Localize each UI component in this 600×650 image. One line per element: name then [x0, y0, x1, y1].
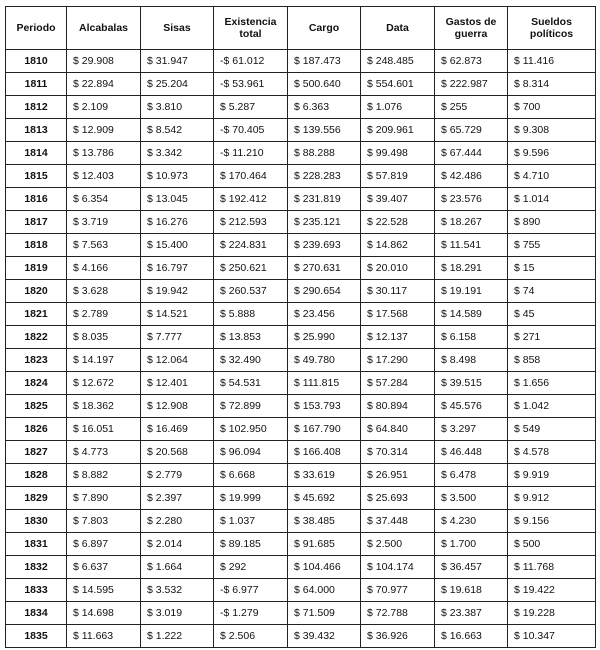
- cell-existencia-total: $ 102.950: [214, 418, 288, 441]
- cell-alcabalas: $ 13.786: [67, 142, 141, 165]
- cell-data: $ 37.448: [361, 510, 435, 533]
- cell-existencia-total: $ 170.464: [214, 165, 288, 188]
- cell-periodo: 1818: [6, 234, 67, 257]
- table-row: [6, 280, 596, 303]
- cell-data: $ 22.528: [361, 211, 435, 234]
- cell-cargo: $ 38.485: [288, 510, 361, 533]
- cell-existencia-total: $ 5.287: [214, 96, 288, 119]
- cell-periodo: 1817: [6, 211, 67, 234]
- cell-gastos-de-guerra: $ 23.387: [435, 602, 508, 625]
- cell-gastos-de-guerra: $ 19.618: [435, 579, 508, 602]
- cell-alcabalas: $ 14.595: [67, 579, 141, 602]
- cell-periodo: 1832: [6, 556, 67, 579]
- cell-sisas: $ 2.014: [141, 533, 214, 556]
- cell-periodo: 1813: [6, 119, 67, 142]
- cell-gastos-de-guerra: $ 6.478: [435, 464, 508, 487]
- cell-cargo: $ 6.363: [288, 96, 361, 119]
- cell-sisas: $ 12.908: [141, 395, 214, 418]
- cell-sisas: $ 2.397: [141, 487, 214, 510]
- cell-sisas: $ 20.568: [141, 441, 214, 464]
- cell-sueldos-politicos: $ 4.578: [508, 441, 596, 464]
- cell-cargo: $ 139.556: [288, 119, 361, 142]
- cell-gastos-de-guerra: $ 67.444: [435, 142, 508, 165]
- cell-sueldos-politicos: $ 19.422: [508, 579, 596, 602]
- cell-periodo: 1830: [6, 510, 67, 533]
- cell-existencia-total: $ 13.853: [214, 326, 288, 349]
- cell-gastos-de-guerra: $ 4.230: [435, 510, 508, 533]
- cell-data: $ 36.926: [361, 625, 435, 648]
- cell-alcabalas: $ 2.789: [67, 303, 141, 326]
- cell-periodo: 1827: [6, 441, 67, 464]
- cell-data: $ 99.498: [361, 142, 435, 165]
- cell-sueldos-politicos: $ 500: [508, 533, 596, 556]
- table-row: [6, 395, 596, 418]
- cell-sisas: $ 31.947: [141, 50, 214, 73]
- cell-sisas: $ 16.469: [141, 418, 214, 441]
- cell-sueldos-politicos: $ 11.768: [508, 556, 596, 579]
- table-row: [6, 625, 596, 648]
- cell-alcabalas: $ 3.628: [67, 280, 141, 303]
- cell-sisas: $ 19.942: [141, 280, 214, 303]
- table-row: [6, 579, 596, 602]
- header-existencia-total: Existencia total: [214, 7, 288, 50]
- cell-gastos-de-guerra: $ 62.873: [435, 50, 508, 73]
- cell-gastos-de-guerra: $ 18.267: [435, 211, 508, 234]
- table-row: [6, 303, 596, 326]
- cell-cargo: $ 49.780: [288, 349, 361, 372]
- cell-cargo: $ 270.631: [288, 257, 361, 280]
- cell-sueldos-politicos: $ 4.710: [508, 165, 596, 188]
- cell-sueldos-politicos: $ 15: [508, 257, 596, 280]
- cell-periodo: 1833: [6, 579, 67, 602]
- header-data: Data: [361, 7, 435, 50]
- cell-sisas: $ 12.064: [141, 349, 214, 372]
- table-row: [6, 418, 596, 441]
- cell-periodo: 1822: [6, 326, 67, 349]
- cell-data: $ 104.174: [361, 556, 435, 579]
- cell-existencia-total: $ 224.831: [214, 234, 288, 257]
- cell-gastos-de-guerra: $ 36.457: [435, 556, 508, 579]
- cell-gastos-de-guerra: $ 11.541: [435, 234, 508, 257]
- cell-existencia-total: $ 1.037: [214, 510, 288, 533]
- cell-alcabalas: $ 18.362: [67, 395, 141, 418]
- header-sueldos-politicos: Sueldos políticos: [508, 7, 596, 50]
- cell-gastos-de-guerra: $ 222.987: [435, 73, 508, 96]
- cell-sisas: $ 12.401: [141, 372, 214, 395]
- cell-data: $ 12.137: [361, 326, 435, 349]
- cell-gastos-de-guerra: $ 65.729: [435, 119, 508, 142]
- cell-gastos-de-guerra: $ 18.291: [435, 257, 508, 280]
- cell-cargo: $ 33.619: [288, 464, 361, 487]
- cell-sueldos-politicos: $ 10.347: [508, 625, 596, 648]
- table-row: [6, 326, 596, 349]
- cell-existencia-total: $ 292: [214, 556, 288, 579]
- cell-data: $ 248.485: [361, 50, 435, 73]
- cell-gastos-de-guerra: $ 1.700: [435, 533, 508, 556]
- header-sisas: Sisas: [141, 7, 214, 50]
- cell-existencia-total: $ 2.506: [214, 625, 288, 648]
- cell-data: $ 30.117: [361, 280, 435, 303]
- table-row: [6, 533, 596, 556]
- cell-gastos-de-guerra: $ 46.448: [435, 441, 508, 464]
- cell-existencia-total: $ 96.094: [214, 441, 288, 464]
- cell-periodo: 1814: [6, 142, 67, 165]
- cell-cargo: $ 88.288: [288, 142, 361, 165]
- cell-gastos-de-guerra: $ 3.297: [435, 418, 508, 441]
- cell-existencia-total: $ 6.668: [214, 464, 288, 487]
- table-row: [6, 257, 596, 280]
- cell-alcabalas: $ 22.894: [67, 73, 141, 96]
- cell-gastos-de-guerra: $ 14.589: [435, 303, 508, 326]
- cell-alcabalas: $ 8.035: [67, 326, 141, 349]
- cell-cargo: $ 500.640: [288, 73, 361, 96]
- cell-cargo: $ 235.121: [288, 211, 361, 234]
- cell-existencia-total: $ 250.621: [214, 257, 288, 280]
- table-row: [6, 119, 596, 142]
- cell-gastos-de-guerra: $ 6.158: [435, 326, 508, 349]
- cell-sueldos-politicos: $ 74: [508, 280, 596, 303]
- cell-cargo: $ 23.456: [288, 303, 361, 326]
- cell-existencia-total: $ 5.888: [214, 303, 288, 326]
- table-row: [6, 602, 596, 625]
- cell-data: $ 1.076: [361, 96, 435, 119]
- cell-sueldos-politicos: $ 271: [508, 326, 596, 349]
- cell-cargo: $ 91.685: [288, 533, 361, 556]
- cell-sueldos-politicos: $ 9.308: [508, 119, 596, 142]
- table-row: [6, 142, 596, 165]
- cell-sisas: $ 3.019: [141, 602, 214, 625]
- cell-existencia-total: $ 260.537: [214, 280, 288, 303]
- cell-data: $ 20.010: [361, 257, 435, 280]
- cell-sisas: $ 8.542: [141, 119, 214, 142]
- table-row: [6, 487, 596, 510]
- cell-existencia-total: $ 212.593: [214, 211, 288, 234]
- cell-data: $ 70.314: [361, 441, 435, 464]
- cell-sisas: $ 7.777: [141, 326, 214, 349]
- cell-alcabalas: $ 12.672: [67, 372, 141, 395]
- header-row: [6, 7, 596, 50]
- table-body: [6, 50, 596, 648]
- header-alcabalas: Alcabalas: [67, 7, 141, 50]
- cell-existencia-total: $ 19.999: [214, 487, 288, 510]
- table-row: [6, 165, 596, 188]
- cell-existencia-total: $ 32.490: [214, 349, 288, 372]
- cell-gastos-de-guerra: $ 3.500: [435, 487, 508, 510]
- cell-alcabalas: $ 7.803: [67, 510, 141, 533]
- table-row: [6, 441, 596, 464]
- table-row: [6, 234, 596, 257]
- cell-periodo: 1815: [6, 165, 67, 188]
- cell-data: $ 57.284: [361, 372, 435, 395]
- cell-sisas: $ 10.973: [141, 165, 214, 188]
- cell-sisas: $ 1.222: [141, 625, 214, 648]
- cell-gastos-de-guerra: $ 8.498: [435, 349, 508, 372]
- cell-periodo: 1820: [6, 280, 67, 303]
- cell-data: $ 17.290: [361, 349, 435, 372]
- table-row: [6, 372, 596, 395]
- cell-gastos-de-guerra: $ 19.191: [435, 280, 508, 303]
- cell-cargo: $ 45.692: [288, 487, 361, 510]
- header-gastos-de-guerra: Gastos de guerra: [435, 7, 508, 50]
- cell-cargo: $ 187.473: [288, 50, 361, 73]
- table-row: [6, 188, 596, 211]
- cell-cargo: $ 239.693: [288, 234, 361, 257]
- cell-cargo: $ 64.000: [288, 579, 361, 602]
- cell-alcabalas: $ 2.109: [67, 96, 141, 119]
- cell-sueldos-politicos: $ 1.656: [508, 372, 596, 395]
- cell-periodo: 1823: [6, 349, 67, 372]
- cell-cargo: $ 104.466: [288, 556, 361, 579]
- cell-periodo: 1819: [6, 257, 67, 280]
- cell-sueldos-politicos: $ 755: [508, 234, 596, 257]
- cell-sueldos-politicos: $ 1.014: [508, 188, 596, 211]
- cell-data: $ 17.568: [361, 303, 435, 326]
- cell-alcabalas: $ 12.909: [67, 119, 141, 142]
- cell-sueldos-politicos: $ 858: [508, 349, 596, 372]
- cell-periodo: 1828: [6, 464, 67, 487]
- cell-periodo: 1812: [6, 96, 67, 119]
- cell-gastos-de-guerra: $ 39.515: [435, 372, 508, 395]
- cell-sisas: $ 15.400: [141, 234, 214, 257]
- cell-periodo: 1831: [6, 533, 67, 556]
- cell-data: $ 2.500: [361, 533, 435, 556]
- cell-alcabalas: $ 6.354: [67, 188, 141, 211]
- cell-sisas: $ 3.342: [141, 142, 214, 165]
- cell-gastos-de-guerra: $ 255: [435, 96, 508, 119]
- cell-data: $ 72.788: [361, 602, 435, 625]
- cell-data: $ 14.862: [361, 234, 435, 257]
- cell-cargo: $ 166.408: [288, 441, 361, 464]
- cell-existencia-total: -$ 11.210: [214, 142, 288, 165]
- cell-sueldos-politicos: $ 9.156: [508, 510, 596, 533]
- cell-gastos-de-guerra: $ 23.576: [435, 188, 508, 211]
- cell-sueldos-politicos: $ 890: [508, 211, 596, 234]
- cell-periodo: 1821: [6, 303, 67, 326]
- cell-sueldos-politicos: $ 9.912: [508, 487, 596, 510]
- cell-gastos-de-guerra: $ 42.486: [435, 165, 508, 188]
- cell-alcabalas: $ 3.719: [67, 211, 141, 234]
- cell-data: $ 26.951: [361, 464, 435, 487]
- header-cargo: Cargo: [288, 7, 361, 50]
- cell-existencia-total: $ 192.412: [214, 188, 288, 211]
- cell-sisas: $ 16.276: [141, 211, 214, 234]
- cell-cargo: $ 39.432: [288, 625, 361, 648]
- cell-data: $ 39.407: [361, 188, 435, 211]
- cell-sueldos-politicos: $ 549: [508, 418, 596, 441]
- table-row: [6, 211, 596, 234]
- cell-alcabalas: $ 29.908: [67, 50, 141, 73]
- fiscal-table-container: [5, 6, 595, 648]
- cell-periodo: 1826: [6, 418, 67, 441]
- cell-sueldos-politicos: $ 45: [508, 303, 596, 326]
- cell-data: $ 57.819: [361, 165, 435, 188]
- fiscal-table: [5, 6, 596, 648]
- cell-alcabalas: $ 8.882: [67, 464, 141, 487]
- cell-sueldos-politicos: $ 11.416: [508, 50, 596, 73]
- cell-periodo: 1816: [6, 188, 67, 211]
- table-row: [6, 73, 596, 96]
- cell-sueldos-politicos: $ 1.042: [508, 395, 596, 418]
- cell-existencia-total: -$ 70.405: [214, 119, 288, 142]
- table-row: [6, 510, 596, 533]
- cell-alcabalas: $ 11.663: [67, 625, 141, 648]
- cell-periodo: 1825: [6, 395, 67, 418]
- cell-sisas: $ 16.797: [141, 257, 214, 280]
- table-row: [6, 96, 596, 119]
- cell-sisas: $ 25.204: [141, 73, 214, 96]
- table-row: [6, 50, 596, 73]
- cell-existencia-total: -$ 6.977: [214, 579, 288, 602]
- cell-existencia-total: -$ 53.961: [214, 73, 288, 96]
- cell-cargo: $ 167.790: [288, 418, 361, 441]
- cell-alcabalas: $ 12.403: [67, 165, 141, 188]
- cell-periodo: 1835: [6, 625, 67, 648]
- cell-periodo: 1824: [6, 372, 67, 395]
- cell-cargo: $ 231.819: [288, 188, 361, 211]
- cell-sueldos-politicos: $ 9.919: [508, 464, 596, 487]
- cell-alcabalas: $ 6.637: [67, 556, 141, 579]
- cell-cargo: $ 228.283: [288, 165, 361, 188]
- cell-sueldos-politicos: $ 19.228: [508, 602, 596, 625]
- cell-data: $ 80.894: [361, 395, 435, 418]
- cell-periodo: 1811: [6, 73, 67, 96]
- cell-alcabalas: $ 16.051: [67, 418, 141, 441]
- cell-sisas: $ 2.280: [141, 510, 214, 533]
- table-header: [6, 7, 596, 50]
- cell-gastos-de-guerra: $ 16.663: [435, 625, 508, 648]
- cell-alcabalas: $ 7.563: [67, 234, 141, 257]
- cell-sisas: $ 3.532: [141, 579, 214, 602]
- cell-cargo: $ 111.815: [288, 372, 361, 395]
- cell-periodo: 1834: [6, 602, 67, 625]
- cell-alcabalas: $ 4.773: [67, 441, 141, 464]
- cell-existencia-total: $ 89.185: [214, 533, 288, 556]
- cell-data: $ 70.977: [361, 579, 435, 602]
- cell-sueldos-politicos: $ 9.596: [508, 142, 596, 165]
- cell-existencia-total: $ 54.531: [214, 372, 288, 395]
- cell-data: $ 209.961: [361, 119, 435, 142]
- cell-existencia-total: -$ 61.012: [214, 50, 288, 73]
- cell-sueldos-politicos: $ 700: [508, 96, 596, 119]
- cell-sisas: $ 1.664: [141, 556, 214, 579]
- cell-sisas: $ 13.045: [141, 188, 214, 211]
- cell-sueldos-politicos: $ 8.314: [508, 73, 596, 96]
- cell-gastos-de-guerra: $ 45.576: [435, 395, 508, 418]
- cell-sisas: $ 14.521: [141, 303, 214, 326]
- table-row: [6, 349, 596, 372]
- cell-sisas: $ 2.779: [141, 464, 214, 487]
- cell-alcabalas: $ 14.197: [67, 349, 141, 372]
- cell-cargo: $ 25.990: [288, 326, 361, 349]
- header-periodo: Periodo: [6, 7, 67, 50]
- table-row: [6, 556, 596, 579]
- cell-sisas: $ 3.810: [141, 96, 214, 119]
- cell-alcabalas: $ 7.890: [67, 487, 141, 510]
- cell-existencia-total: $ 72.899: [214, 395, 288, 418]
- cell-cargo: $ 153.793: [288, 395, 361, 418]
- table-row: [6, 464, 596, 487]
- cell-alcabalas: $ 4.166: [67, 257, 141, 280]
- cell-periodo: 1810: [6, 50, 67, 73]
- cell-data: $ 64.840: [361, 418, 435, 441]
- cell-data: $ 554.601: [361, 73, 435, 96]
- cell-existencia-total: -$ 1.279: [214, 602, 288, 625]
- cell-alcabalas: $ 6.897: [67, 533, 141, 556]
- cell-cargo: $ 290.654: [288, 280, 361, 303]
- cell-alcabalas: $ 14.698: [67, 602, 141, 625]
- cell-data: $ 25.693: [361, 487, 435, 510]
- cell-cargo: $ 71.509: [288, 602, 361, 625]
- cell-periodo: 1829: [6, 487, 67, 510]
